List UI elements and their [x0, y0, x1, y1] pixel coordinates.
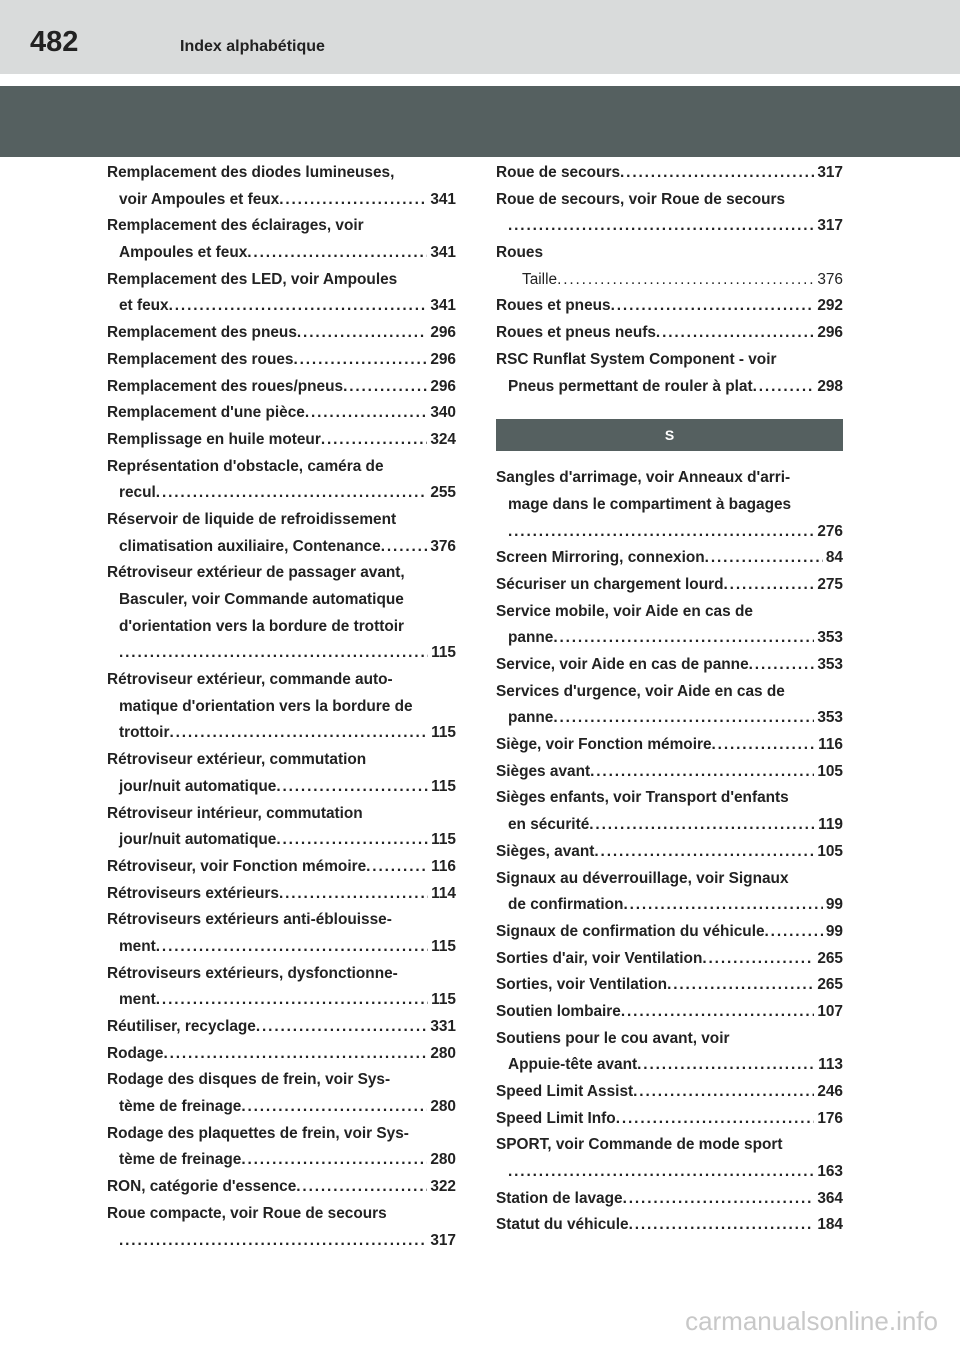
page-reference: 280: [430, 1151, 456, 1169]
dot-leader: [381, 534, 428, 561]
index-entry-text: Soutien lombaire: [496, 1002, 621, 1020]
dot-leader: [156, 987, 428, 1014]
index-entry-text: Sangles d'arrimage, voir Anneaux d'arri-: [496, 469, 791, 487]
dot-leader: [119, 640, 428, 667]
page-reference: 296: [430, 350, 456, 368]
index-entry-text: voir Ampoules et feux: [119, 190, 280, 208]
index-entry-text: recul: [119, 484, 156, 502]
dot-leader: [256, 1014, 427, 1041]
index-column-left: [107, 160, 456, 1254]
page-number: 482: [30, 26, 79, 58]
dot-leader: [343, 374, 427, 401]
index-entry-line: [496, 1132, 843, 1159]
dot-leader: [667, 972, 814, 999]
index-entry-text: Remplacement d'une pièce: [107, 404, 305, 422]
index-entry-text: Soutiens pour le cou avant, voir: [496, 1029, 730, 1047]
dot-leader: [637, 1052, 815, 1079]
index-entry-text: Signaux de confirmation du véhicule: [496, 922, 765, 940]
dot-leader: [611, 293, 815, 320]
page-reference: 353: [817, 709, 843, 727]
index-entry-line: [107, 1094, 456, 1121]
index-entry-text: panne: [508, 629, 554, 647]
index-entry-text: Sièges avant: [496, 762, 591, 780]
page-reference: 115: [431, 724, 456, 742]
page-reference: 280: [430, 1098, 456, 1116]
dot-leader: [297, 320, 427, 347]
index-entry-text: Rodage: [107, 1044, 164, 1062]
index-entry-text: Remplissage en huile moteur: [107, 430, 321, 448]
page-reference: 376: [430, 537, 456, 555]
index-entry-line: [496, 812, 843, 839]
page-reference: 296: [430, 324, 456, 342]
dot-leader: [724, 572, 815, 599]
index-entry-text: Services d'urgence, voir Aide en cas de: [496, 682, 785, 700]
index-entry-line: [107, 240, 456, 267]
page-reference: 275: [817, 575, 843, 593]
index-entry-text: Remplacement des pneus: [107, 324, 297, 342]
page-reference: 116: [431, 857, 456, 875]
index-entry-text: jour/nuit automatique: [119, 831, 277, 849]
index-entry-line: [496, 320, 843, 347]
dot-leader: [296, 1174, 427, 1201]
dot-leader: [557, 267, 814, 294]
index-entry-text: Signaux au déverrouillage, voir Signaux: [496, 869, 789, 887]
index-entry-line: [496, 999, 843, 1026]
page-reference: 331: [430, 1018, 456, 1035]
index-entry-line: [107, 320, 456, 347]
page-reference: 296: [817, 324, 843, 342]
index-entry-line: [107, 720, 456, 747]
index-entry-text: Appuie-tête avant: [508, 1056, 638, 1074]
index-entry-text: Remplacement des éclairages, voir: [107, 217, 364, 235]
index-entry-line: [496, 1106, 843, 1133]
index-entry-line: [496, 1026, 843, 1053]
index-entry-text: Rétroviseur, voir Fonction mémoire: [107, 857, 367, 875]
index-entry-line: [107, 213, 456, 240]
index-entry-text: Ampoules et feux: [119, 244, 248, 262]
index-entry-text: Sorties, voir Ventilation: [496, 976, 668, 994]
index-entry-line: [496, 160, 843, 187]
index-entry-text: Représentation d'obstacle, caméra de: [107, 457, 384, 475]
page-reference: 184: [817, 1216, 843, 1234]
index-entry-line: [496, 839, 843, 866]
index-entry-line: [107, 774, 456, 801]
index-entry-line: [496, 972, 843, 999]
page-reference: 296: [430, 377, 456, 395]
index-group-r: [496, 160, 843, 400]
dot-leader: [241, 1094, 427, 1121]
index-entry-line: [107, 1201, 456, 1228]
index-entry-line: [107, 1174, 456, 1201]
index-entry-line: [496, 545, 843, 572]
index-entry-line: [107, 1014, 456, 1041]
index-entry-text: Remplacement des LED, voir Ampoules: [107, 270, 398, 288]
index-entry-line: [496, 267, 843, 294]
index-entry-line: [107, 801, 456, 828]
page-reference: 341: [430, 244, 456, 262]
page-reference: 255: [430, 484, 456, 502]
index-entry-line: [107, 427, 456, 454]
index-entry-line: [107, 907, 456, 934]
index-entry-text: ment: [119, 991, 156, 1009]
dot-leader: [169, 293, 428, 320]
page-reference: 276: [817, 522, 843, 540]
index-entry-line: [496, 240, 843, 267]
dot-leader: [765, 919, 823, 946]
index-entry-line: [496, 946, 843, 973]
index-entry-line: [496, 652, 843, 679]
dot-leader: [156, 480, 428, 507]
index-entry-text: Basculer, voir Commande automatique: [119, 591, 404, 608]
index-entry-text: Sièges, avant: [496, 842, 595, 860]
page-reference: 163: [817, 1163, 843, 1181]
page-reference: 115: [431, 831, 456, 849]
page-reference: 340: [430, 404, 456, 422]
index-entry-text: Pneus permettant de rouler à plat: [508, 377, 753, 395]
index-entry-text: Rodage des disques de frein, voir Sys-: [107, 1071, 391, 1089]
section-title: Index alphabétique: [180, 38, 325, 55]
index-entry-line: [496, 919, 843, 946]
index-entry-text: Station de lavage: [496, 1189, 623, 1207]
index-entry-line: [107, 987, 456, 1014]
index-entry-line: [496, 293, 843, 320]
index-entry-line: [107, 1147, 456, 1174]
index-entry-text: Roue compacte, voir Roue de secours: [107, 1204, 387, 1222]
index-entry-text: Speed Limit Assist: [496, 1083, 634, 1100]
index-entry-text: panne: [508, 709, 554, 727]
dot-leader: [508, 213, 814, 240]
watermark-text: carmanualsonline.info: [685, 1306, 938, 1336]
index-entry-line: [496, 519, 843, 546]
page-reference: 317: [817, 217, 843, 235]
index-entry-line: [107, 480, 456, 507]
index-entry-text: tème de freinage: [119, 1151, 242, 1169]
dot-leader: [629, 1212, 815, 1239]
index-entry-text: ment: [119, 937, 156, 955]
dot-leader: [712, 732, 816, 759]
dot-leader: [705, 545, 823, 572]
index-entry-text: Rétroviseurs extérieurs: [107, 884, 279, 902]
index-entry-text: Rétroviseur extérieur, commutation: [107, 751, 367, 769]
index-entry-text: Roue de secours, voir Roue de secours: [496, 190, 786, 208]
index-entry-line: [107, 534, 456, 561]
page-reference: 265: [817, 949, 843, 967]
index-entry-text: Siège, voir Fonction mémoire: [496, 736, 712, 754]
page-reference: 317: [817, 164, 843, 181]
page-reference: 353: [817, 629, 843, 647]
dot-leader: [305, 400, 427, 427]
dot-leader: [590, 759, 814, 786]
index-entry-text: RON, catégorie d'essence: [107, 1178, 297, 1196]
index-entry-line: [107, 507, 456, 534]
index-entry-text: Service, voir Aide en cas de panne: [496, 656, 749, 673]
index-column-right: [496, 160, 843, 1239]
dot-leader: [163, 1041, 427, 1068]
index-entry-line: [496, 465, 843, 492]
dot-leader: [749, 652, 815, 679]
index-entry-line: [496, 187, 843, 214]
dot-leader: [276, 774, 428, 801]
index-entry-text: jour/nuit automatique: [119, 777, 277, 795]
index-entry-text: Sièges enfants, voir Transport d'enfants: [496, 789, 789, 807]
index-entry-text: tème de freinage: [119, 1098, 242, 1116]
dot-leader: [633, 1079, 814, 1106]
page-reference: 99: [825, 896, 843, 914]
page-reference: 376: [817, 270, 843, 288]
index-entry-text: Rétroviseur intérieur, commutation: [107, 804, 363, 822]
index-entry-line: [107, 587, 456, 614]
index-entry-line: [107, 347, 456, 374]
page-reference: 341: [430, 190, 456, 208]
index-entry-text: climatisation auxiliaire, Contenance: [119, 537, 381, 555]
page-reference: 292: [817, 297, 843, 315]
index-entry-line: [107, 160, 456, 187]
index-entry-text: Statut du véhicule: [496, 1216, 629, 1234]
dot-leader: [702, 946, 814, 973]
index-entry-text: Sorties d'air, voir Ventilation: [496, 949, 703, 967]
index-entry-line: [107, 667, 456, 694]
dot-leader: [508, 519, 814, 546]
page-reference: 115: [431, 937, 456, 955]
index-entry-line: [496, 759, 843, 786]
page-reference: 115: [431, 991, 456, 1009]
page-reference: 280: [430, 1044, 456, 1062]
page-reference: 364: [817, 1189, 843, 1207]
index-entry-line: [107, 640, 456, 667]
index-entry-line: [107, 747, 456, 774]
page-reference: 115: [431, 644, 456, 662]
index-entry-line: [496, 892, 843, 919]
index-entry-line: [107, 1041, 456, 1068]
index-entry-line: [496, 1212, 843, 1239]
page-reference: 105: [817, 762, 843, 780]
index-entry-text: d'orientation vers la bordure de trottoir: [119, 617, 404, 635]
index-entry-line: [496, 625, 843, 652]
index-entry-line: [496, 679, 843, 706]
index-entry-text: RSC Runflat System Component - voir: [496, 350, 777, 368]
page-reference: 84: [825, 549, 843, 567]
page-reference: 317: [430, 1231, 456, 1249]
dot-leader: [553, 625, 814, 652]
index-entry-line: [496, 1186, 843, 1213]
index-group-s: [496, 465, 843, 1239]
dot-leader: [656, 320, 814, 347]
index-entry-text: Screen Mirroring, connexion: [496, 549, 705, 567]
index-entry-text: trottoir: [119, 724, 170, 742]
index-entry-text: de confirmation: [508, 896, 624, 914]
dot-leader: [589, 812, 815, 839]
dot-leader: [366, 854, 428, 881]
index-entry-line: [107, 961, 456, 988]
header-band: [0, 86, 960, 157]
page-reference: 107: [817, 1002, 843, 1020]
index-entry-text: Remplacement des diodes lumineuses,: [107, 164, 395, 181]
index-entry-text: mage dans le compartiment à bagages: [508, 495, 792, 513]
index-entry-line: [496, 492, 843, 519]
page-reference: 113: [818, 1056, 843, 1074]
page-reference: 105: [817, 842, 843, 860]
page-reference: 322: [430, 1178, 456, 1196]
index-entry-text: et feux: [119, 297, 169, 315]
dot-leader: [594, 839, 814, 866]
index-entry-line: [496, 785, 843, 812]
index-entry-text: Roues et pneus neufs: [496, 324, 656, 342]
index-entry-text: Rétroviseur extérieur de passager avant,: [107, 564, 405, 582]
index-entry-line: [496, 572, 843, 599]
index-entry-text: Roue de secours: [496, 164, 621, 181]
index-entry-text: Remplacement des roues/pneus: [107, 377, 344, 395]
index-entry-text: Speed Limit Info: [496, 1109, 616, 1127]
dot-leader: [156, 934, 428, 961]
index-entry-line: [496, 374, 843, 401]
index-entry-line: [107, 374, 456, 401]
index-entry-line: [496, 213, 843, 240]
page-reference: 119: [818, 816, 843, 834]
page-reference: 341: [430, 297, 456, 315]
index-entry-line: [496, 866, 843, 893]
index-entry-text: Service mobile, voir Aide en cas de: [496, 602, 753, 620]
index-entry-text: Roues et pneus: [496, 297, 611, 315]
page-reference: 115: [431, 777, 456, 795]
page-reference: 265: [817, 976, 843, 994]
index-entry-text: SPORT, voir Commande de mode sport: [496, 1136, 783, 1154]
index-entry-line: [107, 293, 456, 320]
index-entry-line: [496, 347, 843, 374]
index-entry-line: [107, 560, 456, 587]
index-entry-text: en sécurité: [508, 816, 590, 834]
dot-leader: [621, 999, 814, 1026]
page-reference: 246: [817, 1083, 843, 1100]
index-entry-line: [496, 1159, 843, 1186]
index-entry-text: Taille: [522, 270, 558, 288]
letter-section-header: S: [496, 419, 843, 451]
dot-leader: [620, 160, 814, 187]
index-entry-line: [496, 705, 843, 732]
index-entry-line: [496, 732, 843, 759]
dot-leader: [321, 427, 427, 454]
index-entry-line: [496, 599, 843, 626]
index-entry-line: [107, 614, 456, 641]
page-header-bar: [0, 0, 960, 74]
index-entry-line: [107, 934, 456, 961]
index-entry-text: Rétroviseurs extérieurs anti-éblouisse-: [107, 911, 392, 929]
index-entry-line: [107, 881, 456, 908]
dot-leader: [241, 1147, 427, 1174]
index-entry-text: Roues: [496, 244, 544, 262]
index-entry-line: [107, 1228, 456, 1255]
index-entry-text: Rodage des plaquettes de frein, voir Sys-: [107, 1124, 409, 1142]
index-entry-text: Réservoir de liquide de refroidissement: [107, 510, 397, 528]
index-entry-line: [107, 400, 456, 427]
page-reference: 114: [431, 884, 456, 902]
index-entry-text: Rétroviseur extérieur, commande auto-: [107, 671, 393, 689]
dot-leader: [276, 827, 428, 854]
dot-leader: [553, 705, 814, 732]
dot-leader: [247, 240, 427, 267]
index-entry-line: [107, 854, 456, 881]
index-entry-line: [496, 1079, 843, 1106]
dot-leader: [119, 1228, 427, 1255]
index-entry-line: [107, 827, 456, 854]
index-entry-line: [107, 1121, 456, 1148]
index-entry-text: matique d'orientation vers la bordure de: [119, 697, 413, 715]
dot-leader: [279, 187, 427, 214]
index-entry-line: [496, 1052, 843, 1079]
dot-leader: [508, 1159, 814, 1186]
dot-leader: [293, 347, 427, 374]
dot-leader: [623, 1186, 815, 1213]
index-entry-line: [107, 1067, 456, 1094]
page-reference: 298: [817, 377, 843, 395]
dot-leader: [753, 374, 815, 401]
page-reference: 176: [817, 1109, 843, 1127]
page-reference: 99: [825, 922, 843, 940]
index-entry-line: [107, 187, 456, 214]
dot-leader: [279, 881, 428, 908]
page-reference: 324: [430, 430, 456, 448]
index-entry-line: [107, 694, 456, 721]
dot-leader: [623, 892, 822, 919]
dot-leader: [169, 720, 428, 747]
index-entry-text: Rétroviseurs extérieurs, dysfonctionne-: [107, 964, 398, 982]
index-entry-text: Sécuriser un chargement lourd: [496, 575, 724, 593]
index-entry-line: [107, 267, 456, 294]
index-entry-text: Remplacement des roues: [107, 350, 294, 368]
page-reference: 116: [818, 736, 843, 754]
dot-leader: [616, 1106, 815, 1133]
index-entry-text: Réutiliser, recyclage: [107, 1018, 256, 1035]
page-reference: 353: [817, 656, 843, 673]
index-entry-line: [107, 454, 456, 481]
